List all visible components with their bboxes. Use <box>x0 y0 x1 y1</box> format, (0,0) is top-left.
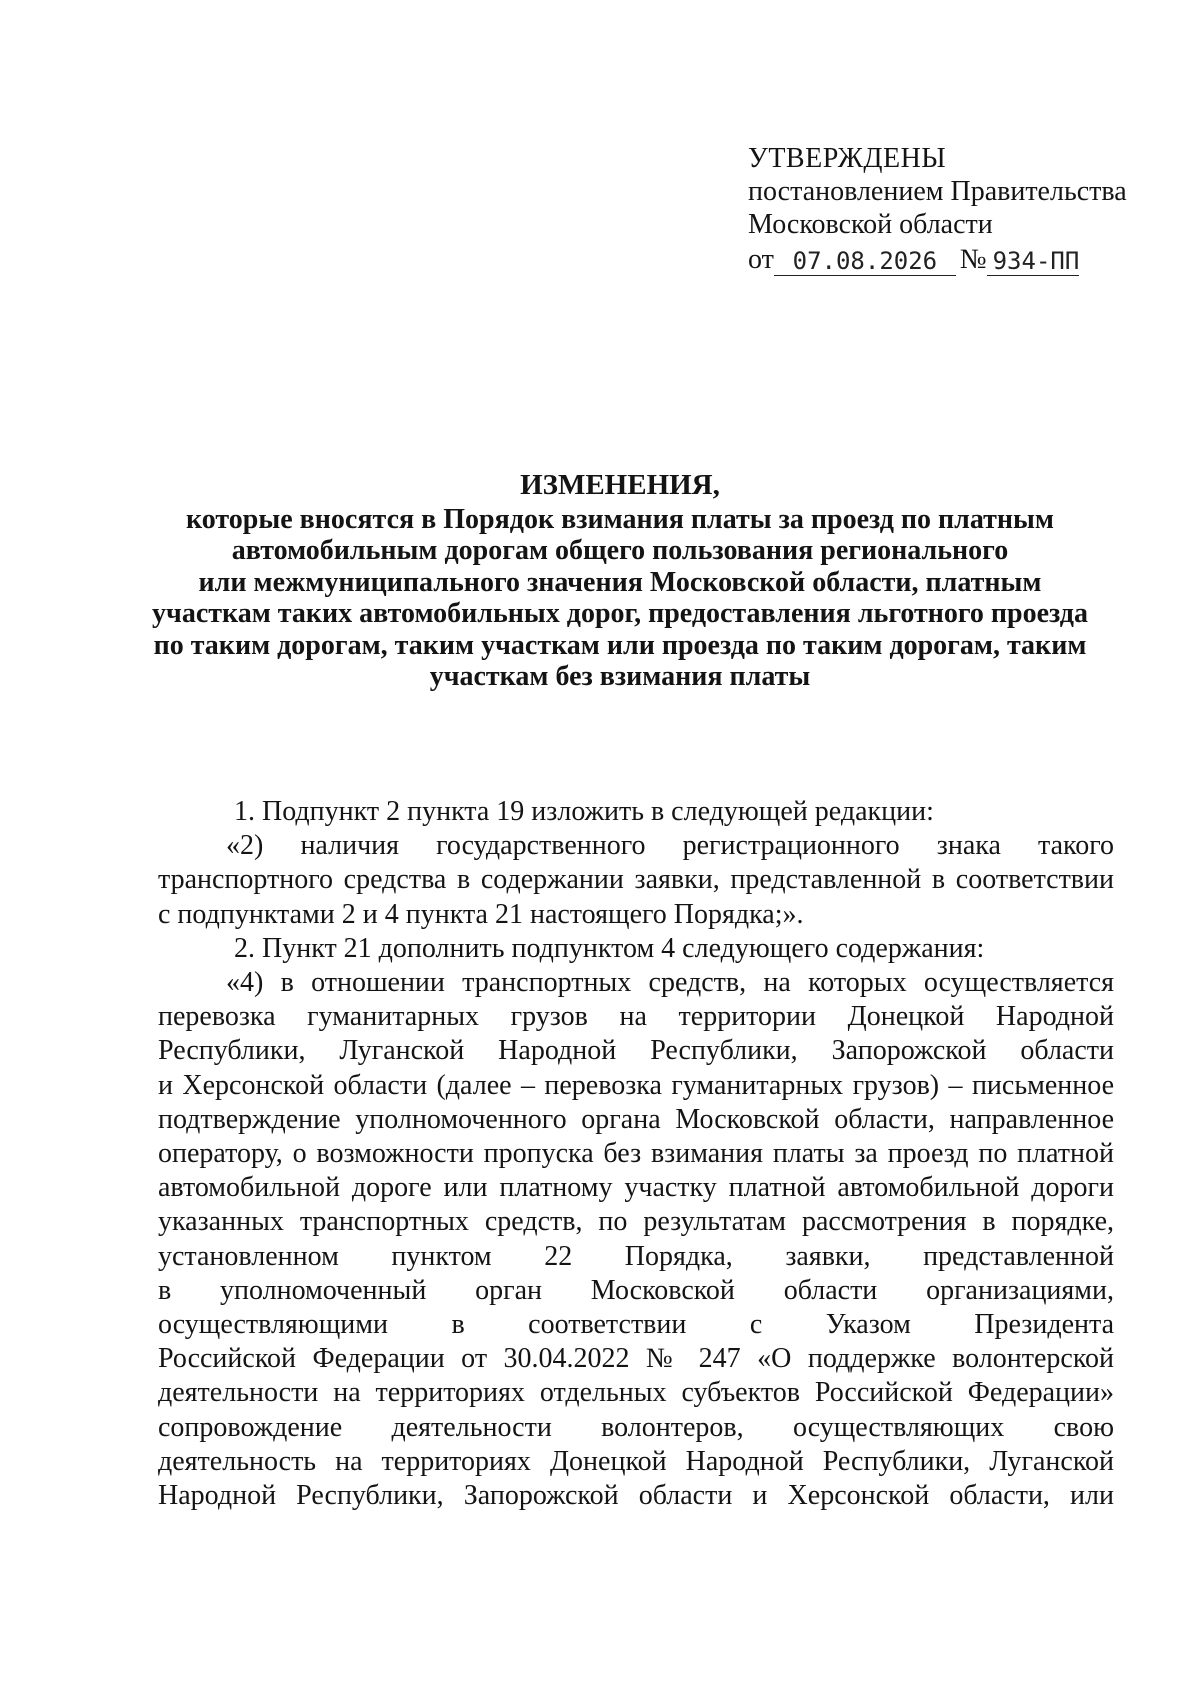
body-line: Российской Федерации от 30.04.2022 № 247 «О поддержке волонтерской <box>158 1343 1114 1375</box>
body-line: автомобильной дороге или платному участку платной автомобильной дороги <box>158 1172 1114 1204</box>
approval-line-2: Московской области <box>748 209 993 240</box>
body-line: Республики, Луганской Народной Республики, Запорожской области <box>158 1035 1114 1067</box>
title-line: по таким дорогам, таким участкам или проезда по таким дорогам, таким <box>153 629 1087 661</box>
body-line: осуществляющими в соответствии с Указом Президента <box>158 1309 1114 1341</box>
body-line: оператору, о возможности пропуска без взимания платы за проезд по платной <box>158 1138 1114 1170</box>
body-line: Народной Республики, Запорожской области и Херсонской области, или <box>158 1480 1114 1512</box>
date-prefix: от <box>748 244 774 275</box>
approval-date-row <box>748 243 1168 276</box>
number-prefix: № <box>959 244 987 275</box>
approval-line-1: постановлением Правительства <box>748 176 1127 207</box>
body-line: установленном пунктом 22 Порядка, заявки, представленной <box>158 1240 1114 1272</box>
body-line: в уполномоченный орган Московской области организациями, <box>158 1274 1114 1306</box>
body-line: транспортного средства в содержании заявки, представленной в соответствии <box>158 864 1114 896</box>
document-title <box>140 470 1100 693</box>
approval-date: 07.08.2026 <box>774 247 956 276</box>
body-line: с подпунктами 2 и 4 пункта 21 настоящего Порядка;». <box>158 898 804 930</box>
approval-heading: УТВЕРЖДЕНЫ <box>748 143 947 174</box>
title-line: участкам без взимания платы <box>429 661 811 692</box>
document-body <box>158 795 1114 1513</box>
title-line: или межмуниципального значения Московской области, платным <box>198 566 1042 598</box>
title-line: автомобильным дорогам общего пользования регионального <box>231 535 1009 566</box>
body-line: подтверждение уполномоченного органа Московской области, направленное <box>158 1103 1114 1135</box>
body-line: деятельность на территориях Донецкой Народной Республики, Луганской <box>158 1445 1114 1477</box>
approval-number: 934-ПП <box>987 247 1079 276</box>
body-line: указанных транспортных средств, по результатам рассмотрения в порядке, <box>158 1206 1114 1238</box>
title-line: которые вносятся в Порядок взимания платы за проезд по платным <box>186 503 1054 535</box>
body-line: перевозка гуманитарных грузов на территории Донецкой Народной <box>158 1001 1114 1033</box>
body-line: деятельности на территориях отдельных субъектов Российской Федерации» <box>158 1377 1114 1409</box>
title-main: ИЗМЕНЕНИЯ, <box>520 469 720 501</box>
body-line: сопровождение деятельности волонтеров, осуществляющих свою <box>158 1411 1114 1443</box>
approval-stamp <box>748 142 1168 276</box>
body-line: «2) наличия государственного регистрационного знака такого <box>226 830 1114 862</box>
body-line: «4) в отношении транспортных средств, на которых осуществляется <box>226 967 1114 999</box>
body-line: 2. Пункт 21 дополнить подпунктом 4 следующего содержания: <box>234 932 985 964</box>
title-line: участкам таких автомобильных дорог, предоставления льготного проезда <box>152 598 1088 629</box>
body-line: 1. Подпункт 2 пункта 19 изложить в следующей редакции: <box>234 796 934 827</box>
body-line: и Херсонской области (далее – перевозка гуманитарных грузов) – письменное <box>158 1069 1114 1101</box>
